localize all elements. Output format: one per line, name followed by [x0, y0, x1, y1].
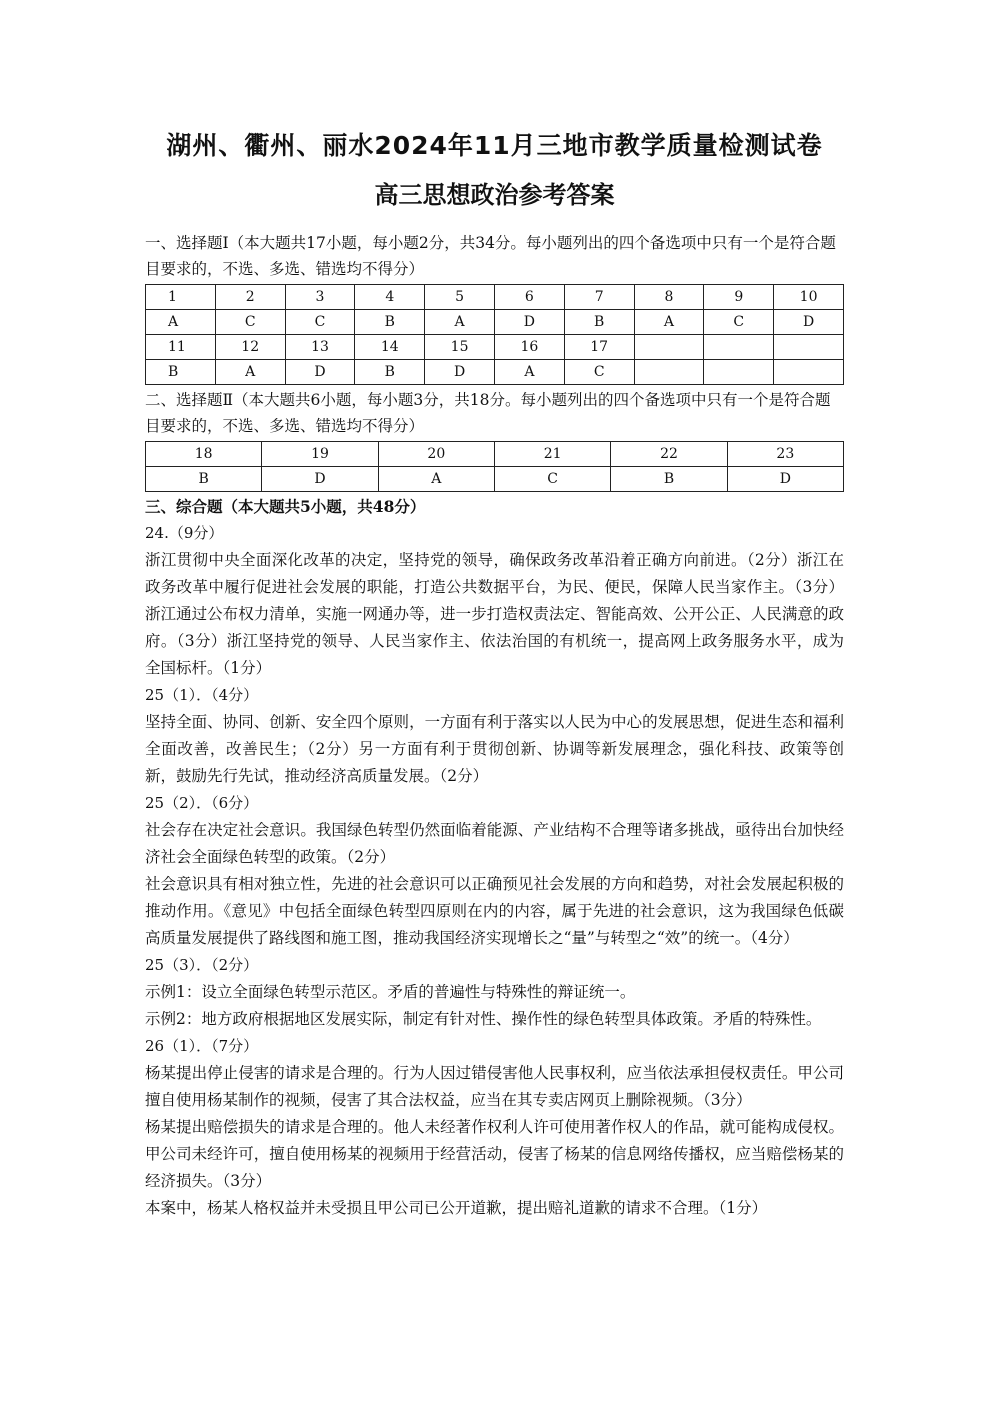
section3-heading-text: 三、综合题（本大题共5小题，共48分）	[145, 497, 426, 516]
question-number: 22	[611, 442, 727, 467]
answer-cell: C	[704, 310, 774, 335]
q25-3-block	[145, 952, 844, 1033]
document-title: 湖州、衢州、丽水2024年11月三地市教学质量检测试卷	[166, 131, 823, 160]
question-number: 3	[285, 285, 355, 310]
table-row	[146, 285, 844, 310]
question-heading: 25（2）．（6分）	[145, 794, 259, 812]
question-number: 12	[215, 335, 285, 360]
answer-cell: D	[494, 310, 564, 335]
question-number	[704, 335, 774, 360]
answer-cell: B	[146, 467, 262, 492]
table-row	[146, 442, 844, 467]
question-number: 21	[494, 442, 610, 467]
question-number: 1	[146, 285, 216, 310]
answer-cell	[774, 360, 844, 385]
answer-cell: A	[378, 467, 494, 492]
question-number: 11	[146, 335, 216, 360]
answer-cell: D	[262, 467, 378, 492]
question-number: 9	[704, 285, 774, 310]
question-number	[774, 335, 844, 360]
answer-cell: D	[425, 360, 495, 385]
question-heading: 24.（9分）	[145, 524, 224, 542]
question-number: 4	[355, 285, 425, 310]
question-number: 8	[634, 285, 704, 310]
section3-heading	[145, 494, 844, 520]
question-number: 5	[425, 285, 495, 310]
answer-cell	[634, 360, 704, 385]
table-row	[146, 335, 844, 360]
question-number: 7	[564, 285, 634, 310]
q24-block	[145, 520, 844, 682]
question-number: 20	[378, 442, 494, 467]
answer-cell: B	[611, 467, 727, 492]
question-number: 19	[262, 442, 378, 467]
answer-cell	[704, 360, 774, 385]
answer-cell: D	[727, 467, 843, 492]
q25-2-block	[145, 790, 844, 952]
section1-heading: 一、选择题Ⅰ（本大题共17小题，每小题2分，共34分。每小题列出的四个备选项中只有一个是符合题目要求的，不选、多选、错选均不得分）	[145, 234, 836, 278]
question-number: 15	[425, 335, 495, 360]
answer-paragraph: 杨某提出赔偿损失的请求是合理的。他人未经著作权利人许可使用著作权人的作品，就可能构成侵权。甲公司未经许可，擅自使用杨某的视频用于经营活动，侵害了杨某的信息网络传播权，应当赔偿杨某的经济损失。（3分）	[145, 1118, 844, 1190]
table-row	[146, 360, 844, 385]
answer-cell: A	[494, 360, 564, 385]
question-number	[634, 335, 704, 360]
answer-cell: A	[425, 310, 495, 335]
table-row	[146, 467, 844, 492]
answer-cell: B	[355, 310, 425, 335]
question-heading: 25（3）．（2分）	[145, 956, 259, 974]
question-number: 13	[285, 335, 355, 360]
answer-paragraph: 坚持全面、协同、创新、安全四个原则，一方面有利于落实以人民为中心的发展思想，促进生态和福利全面改善，改善民生；（2分）另一方面有利于贯彻创新、协调等新发展理念，强化科技、政策等创新，鼓励先行先试，推动经济高质量发展。（2分）	[145, 713, 844, 785]
answer-paragraph: 示例2：地方政府根据地区发展实际，制定有针对性、操作性的绿色转型具体政策。矛盾的特殊性。	[145, 1010, 822, 1028]
question-number: 17	[564, 335, 634, 360]
answer-paragraph: 浙江贯彻中央全面深化改革的决定，坚持党的领导，确保政务改革沿着正确方向前进。（2分）浙江在政务改革中履行促进社会发展的职能，打造公共数据平台，为民、便民，保障人民当家作主。（3分）浙江通过公布权力清单，实施一网通办等，进一步打造权责法定、智能高效、公开公正、人民满意的政府。（3分）浙江坚持党的领导、人民当家作主、依法治国的有机统一，提高网上政务服务水平，成为全国标杆。（1分）	[145, 551, 844, 677]
answer-cell: A	[634, 310, 704, 335]
section2-answer-table	[145, 441, 844, 492]
answer-cell: B	[146, 360, 216, 385]
answer-paragraph: 社会意识具有相对独立性，先进的社会意识可以正确预见社会发展的方向和趋势，对社会发展起积极的推动作用。《意见》中包括全面绿色转型四原则在内的内容，属于先进的社会意识，这为我国绿色低碳高质量发展提供了路线图和施工图，推动我国经济实现增长之“量”与转型之“效”的统一。（4分）	[145, 875, 844, 947]
question-number: 2	[215, 285, 285, 310]
answer-cell: B	[355, 360, 425, 385]
answer-cell: C	[215, 310, 285, 335]
question-number: 10	[774, 285, 844, 310]
question-heading: 26（1）．（7分）	[145, 1037, 259, 1055]
answer-cell: C	[285, 310, 355, 335]
answer-cell: C	[494, 467, 610, 492]
question-number: 14	[355, 335, 425, 360]
q26-1-block	[145, 1033, 844, 1222]
answer-cell: B	[564, 310, 634, 335]
section1-answer-table	[145, 284, 844, 385]
answer-paragraph: 杨某提出停止侵害的请求是合理的。行为人因过错侵害他人民事权利，应当依法承担侵权责任。甲公司擅自使用杨某制作的视频，侵害了其合法权益，应当在其专卖店网页上删除视频。（3分）	[145, 1064, 844, 1109]
document-subtitle: 高三思想政治参考答案	[374, 181, 615, 209]
answer-paragraph: 社会存在决定社会意识。我国绿色转型仍然面临着能源、产业结构不合理等诸多挑战，亟待出台加快经济社会全面绿色转型的政策。（2分）	[145, 821, 844, 866]
answer-cell: D	[774, 310, 844, 335]
answer-cell: C	[564, 360, 634, 385]
table-row	[146, 310, 844, 335]
q25-1-block	[145, 682, 844, 790]
answer-cell: D	[285, 360, 355, 385]
answer-cell: A	[146, 310, 216, 335]
question-heading: 25（1）．（4分）	[145, 686, 259, 704]
question-number: 18	[146, 442, 262, 467]
question-number: 23	[727, 442, 843, 467]
answer-paragraph: 本案中，杨某人格权益并未受损且甲公司已公开道歉，提出赔礼道歉的请求不合理。（1分）	[145, 1199, 768, 1217]
answer-cell: A	[215, 360, 285, 385]
question-number: 6	[494, 285, 564, 310]
question-number: 16	[494, 335, 564, 360]
section2-heading: 二、选择题Ⅱ（本大题共6小题，每小题3分，共18分。每小题列出的四个备选项中只有一个是符合题目要求的，不选、多选、错选均不得分）	[145, 391, 831, 435]
answer-paragraph: 示例1：设立全面绿色转型示范区。矛盾的普遍性与特殊性的辩证统一。	[145, 983, 636, 1001]
